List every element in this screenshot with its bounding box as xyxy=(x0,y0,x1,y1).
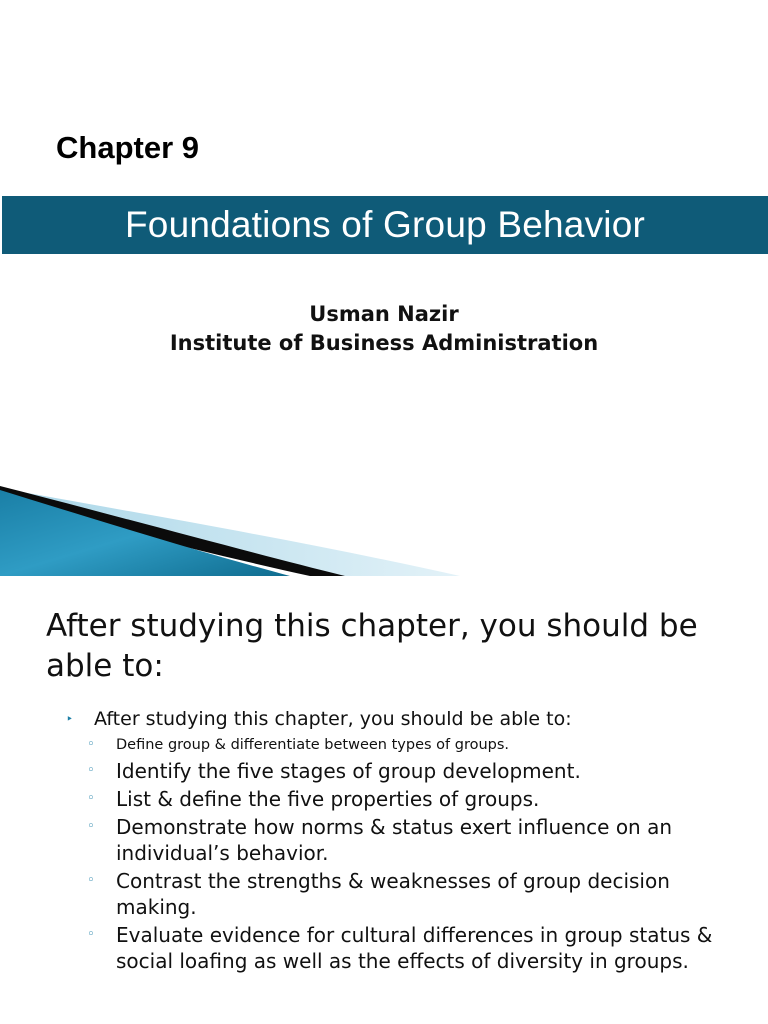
circle-bullet-icon: ◦ xyxy=(87,791,95,806)
list-item xyxy=(64,868,744,920)
subbullet-text: Contrast the strengths & weaknesses of group decision making. xyxy=(116,869,670,919)
subbullet-text: Define group & differentiate between types of groups. xyxy=(116,737,510,753)
list-item xyxy=(64,706,744,732)
list-item xyxy=(64,814,744,866)
list-item xyxy=(64,922,744,974)
institution-name: Institute of Business Administration xyxy=(169,331,599,355)
circle-bullet-icon: ◦ xyxy=(87,873,95,888)
slide-title: Foundations of Group Behavior xyxy=(124,204,645,245)
subbullet-text: List & define the five properties of groups. xyxy=(116,787,540,811)
triangle-bullet-icon: ‣ xyxy=(66,712,74,726)
list-item xyxy=(64,786,744,812)
circle-bullet-icon: ◦ xyxy=(87,927,95,942)
bullet-text: After studying this chapter, you should be able to: xyxy=(94,708,572,730)
circle-bullet-icon: ◦ xyxy=(87,763,95,778)
subbullet-text: Evaluate evidence for cultural differences in group status & social loafing as well as the effects of diversity in groups. xyxy=(116,923,713,973)
decorative-swoosh xyxy=(0,470,768,576)
author-name: Usman Nazir xyxy=(309,302,459,326)
list-item xyxy=(64,758,744,784)
subbullet-text: Identify the five stages of group development. xyxy=(116,759,581,783)
subbullet-text: Demonstrate how norms & status exert influence on an individual’s behavior. xyxy=(116,815,673,865)
circle-bullet-icon: ◦ xyxy=(87,737,95,752)
circle-bullet-icon: ◦ xyxy=(87,819,95,834)
objectives-slide xyxy=(0,576,768,1024)
list-item xyxy=(64,734,744,756)
title-band xyxy=(2,196,768,254)
bullet-list xyxy=(64,706,744,974)
slide-heading: After studying this chapter, you should be able to: xyxy=(46,608,698,684)
chapter-label: Chapter 9 xyxy=(56,130,199,165)
